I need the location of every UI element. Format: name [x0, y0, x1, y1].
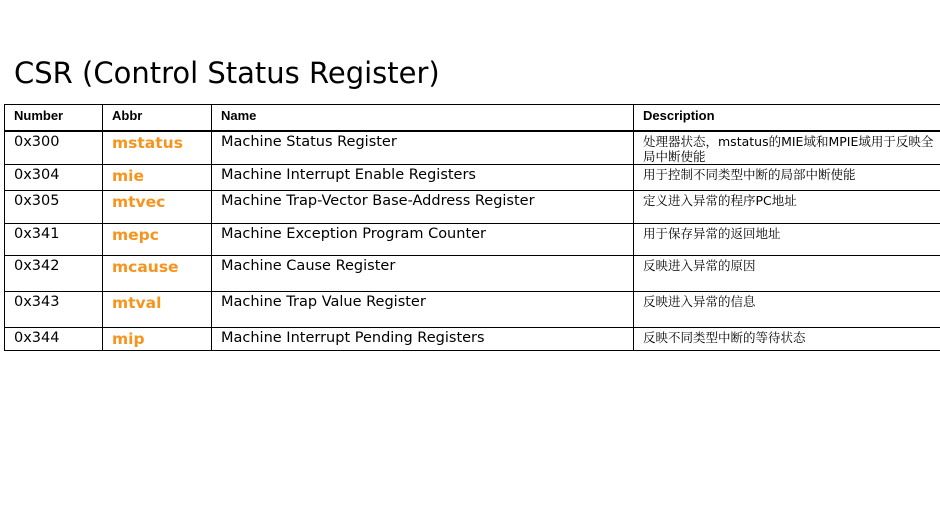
- table-row: [5, 292, 940, 328]
- cell-number: 0x305: [5, 191, 103, 224]
- table-header-row: [5, 105, 940, 131]
- cell-abbr: mcause: [103, 256, 212, 292]
- table-row: [5, 131, 940, 165]
- cell-number: 0x342: [5, 256, 103, 292]
- cell-number: 0x304: [5, 165, 103, 191]
- cell-description: 用于控制不同类型中断的局部中断使能: [634, 165, 940, 191]
- column-header-number: Number: [5, 105, 103, 131]
- cell-name: Machine Interrupt Pending Registers: [212, 328, 634, 351]
- cell-abbr: mstatus: [103, 131, 212, 165]
- cell-abbr: mtvec: [103, 191, 212, 224]
- cell-description: 定义进入异常的程序PC地址: [634, 191, 940, 224]
- cell-abbr: mepc: [103, 224, 212, 256]
- column-header-name: Name: [212, 105, 634, 131]
- cell-name: Machine Interrupt Enable Registers: [212, 165, 634, 191]
- cell-description: 反映进入异常的原因: [634, 256, 940, 292]
- cell-number: 0x341: [5, 224, 103, 256]
- cell-name: Machine Trap Value Register: [212, 292, 634, 328]
- csr-table: [4, 104, 940, 351]
- column-header-abbr: Abbr: [103, 105, 212, 131]
- cell-description: 反映不同类型中断的等待状态: [634, 328, 940, 351]
- table-row: [5, 191, 940, 224]
- column-header-description: Description: [634, 105, 940, 131]
- table-row: [5, 328, 940, 351]
- cell-number: 0x344: [5, 328, 103, 351]
- cell-name: Machine Exception Program Counter: [212, 224, 634, 256]
- cell-number: 0x343: [5, 292, 103, 328]
- cell-name: Machine Status Register: [212, 131, 634, 165]
- page-title: CSR (Control Status Register): [14, 56, 440, 90]
- table-row: [5, 165, 940, 191]
- cell-abbr: mtval: [103, 292, 212, 328]
- cell-name: Machine Cause Register: [212, 256, 634, 292]
- cell-abbr: mip: [103, 328, 212, 351]
- cell-description: 反映进入异常的信息: [634, 292, 940, 328]
- cell-number: 0x300: [5, 131, 103, 165]
- table-row: [5, 224, 940, 256]
- cell-abbr: mie: [103, 165, 212, 191]
- cell-description: 用于保存异常的返回地址: [634, 224, 940, 256]
- cell-name: Machine Trap-Vector Base-Address Register: [212, 191, 634, 224]
- cell-description: 处理器状态，mstatus的MIE域和MPIE域用于反映全局中断使能: [634, 131, 940, 165]
- table-row: [5, 256, 940, 292]
